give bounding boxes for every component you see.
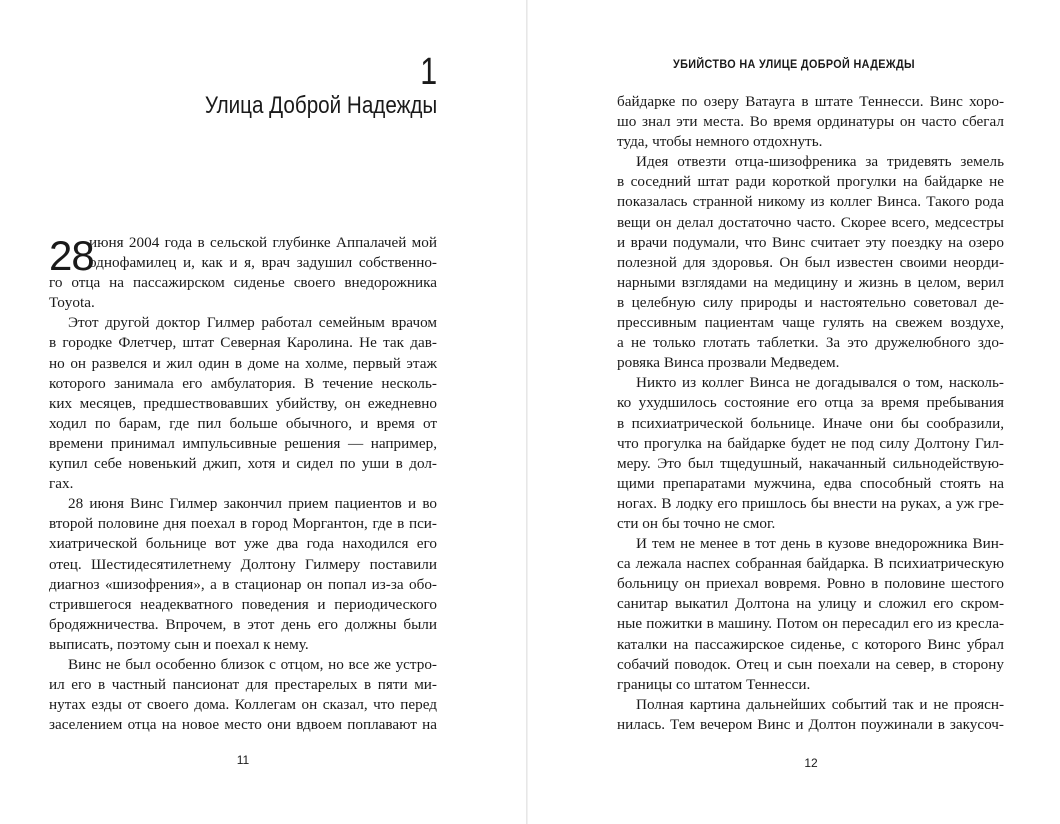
text-line: са лежала наспех собранная байдарка. В психиатрическую (617, 555, 1004, 573)
text-line: но он развелся и жил один в доме на холме, первый этаж (49, 354, 437, 372)
text-line: ногах. В лодку его пришлось бы внести на руках, а уж гре- (617, 494, 1004, 512)
text-line: Этот другой доктор Гилмер работал семейным врачом (68, 314, 437, 332)
text-line: диагноз «шизофрения», а в стационар он попал из-за обо- (49, 575, 437, 593)
text-line: времени принимал импульсивные решения — например, (49, 434, 437, 452)
text-line: каталки на пассажирское сиденье, с которого Винс убрал (617, 635, 1004, 653)
text-line: байдарке по озеру Ватауга в штате Теннесси. Винс хоро- (617, 93, 1004, 110)
right-page-body (617, 92, 1004, 735)
text-line: а не только глотать таблетки. За это дружелюбного здо- (617, 334, 1004, 352)
drop-cap: 28 (49, 232, 94, 279)
text-line: однофамилец и, как и я, врач задушил собственно- (89, 254, 437, 272)
text-line: ные пожитки в машину. Потом он пересадил его из кресла- (617, 615, 1004, 633)
text-line: больницу он приехал вовремя. Ровно в половине шестого (617, 575, 1004, 593)
text-line: в психиатрической больнице. Иначе они бы сообразили, (617, 414, 1004, 432)
text-line: гах. (49, 475, 74, 493)
text-line: ких месяцев, предшествовавших убийству, он ежедневно (49, 394, 437, 412)
text-line: Полная картина дальнейших событий так и не проясн- (636, 695, 1004, 713)
text-line: отец. Шестидесятилетнему Долтону Гилмеру поставили (49, 555, 437, 573)
text-line: в городке Флетчер, штат Северная Каролина. Не так дав- (49, 334, 437, 352)
text-line: И тем не менее в тот день в кузове внедорожника Вин- (636, 535, 1004, 553)
chapter-title: Улица Доброй Надежды (204, 92, 437, 119)
text-line: показалась странной никому из коллег Винса. Такого рода (617, 193, 1004, 211)
text-line: прессивным пациентам чаще гулять на свежем воздухе, (617, 314, 1004, 332)
text-line: Винс не был особенно близок с отцом, но все же устро- (68, 655, 437, 673)
text-line: Идея отвезти отца-шизофреника за тридевять земель (636, 153, 1004, 171)
text-line: в целебную силу природы и настоятельно советовал де- (617, 293, 1004, 311)
text-line: выписать, поэтому сын и поехал к нему. (49, 635, 309, 653)
text-line: щими препаратами мужчина, едва способный стоять на (617, 474, 1004, 492)
text-line: стрившегося неадекватного поведения и периодического (49, 595, 437, 613)
text-line: ходил по барам, где пил больше обычного, и время от (49, 414, 437, 432)
page-number-left: 11 (236, 753, 250, 767)
text-line: границы со штатом Теннесси. (617, 675, 811, 693)
text-line: в соседний штат ради короткой прогулки на байдарке не (617, 173, 1004, 191)
text-line: Toyota. (49, 294, 95, 312)
text-line: которого занимала его амбулатория. В течение несколь- (49, 374, 437, 392)
running-head: УБИЙСТВО НА УЛИЦЕ ДОБРОЙ НАДЕЖДЫ (673, 57, 915, 71)
text-line: санитар выкатил Долтона на улицу и сложил его скром- (617, 595, 1004, 613)
text-line: полезной для здоровья. Он был известен своими неорди- (617, 253, 1004, 271)
text-line: ил его в частный пансионат для престарелых в пяти ми- (49, 676, 437, 694)
text-line: 28 июня Винс Гилмер закончил прием пациентов и во (68, 495, 437, 513)
text-line: нилась. Тем вечером Винс и Долтон поужинали в закусоч- (617, 715, 1004, 733)
text-line: ровяка Винса прозвали Медведем. (617, 354, 840, 372)
text-line: и врачи подумали, что Винс считает эту поездку на озеро (617, 233, 1004, 251)
text-line: сти он бы точно не смог. (617, 514, 776, 532)
left-page (0, 0, 527, 824)
text-line: июня 2004 года в сельской глубинке Аппалачей мой (89, 234, 437, 251)
text-line: нарными взглядами на медицину и жизнь в целом, верил (617, 273, 1004, 291)
text-line: туда, чтобы немного отдохнуть. (617, 133, 823, 151)
page-number-right: 12 (804, 756, 818, 770)
text-line: вещи он делал достаточно часто. Скорее всего, медсестры (617, 213, 1004, 231)
text-line: хиатрической больнице вот уже два года находился его (49, 535, 437, 553)
chapter-number: 1 (420, 51, 437, 93)
text-line: Никто из коллег Винса не догадывался о том, насколь- (636, 374, 1004, 392)
text-line: второй половине дня поехал в город Моргантон, где в пси- (49, 515, 437, 533)
text-line: нутах езды от своего дома. Коллегам он сказал, что перед (49, 696, 437, 714)
text-line: ко ухудшилось состояние его отца за время пребывания (617, 394, 1004, 412)
right-page (528, 0, 1060, 824)
text-line: бродяжничества. Впрочем, в этот день его должны были (49, 615, 437, 633)
text-line: меру. Это был тщедушный, накачанный сильнодействую- (617, 454, 1004, 472)
text-line: собачий поводок. Отец и сын поехали на север, в сторону (617, 655, 1004, 673)
text-line: что прогулка на байдарке будет не под силу Долтону Гил- (617, 434, 1004, 452)
text-line: заселением отца на новое место они вдвоем поплавают на (49, 716, 437, 734)
text-line: го отца на пассажирском сиденье своего внедорожника (49, 274, 437, 292)
text-line: шо знал эти места. Во время ординатуры он часто сбегал (617, 113, 1004, 131)
left-page-body (49, 233, 437, 735)
text-line: купил себе новенький джип, хотя и сидел по уши в дол- (49, 455, 437, 473)
